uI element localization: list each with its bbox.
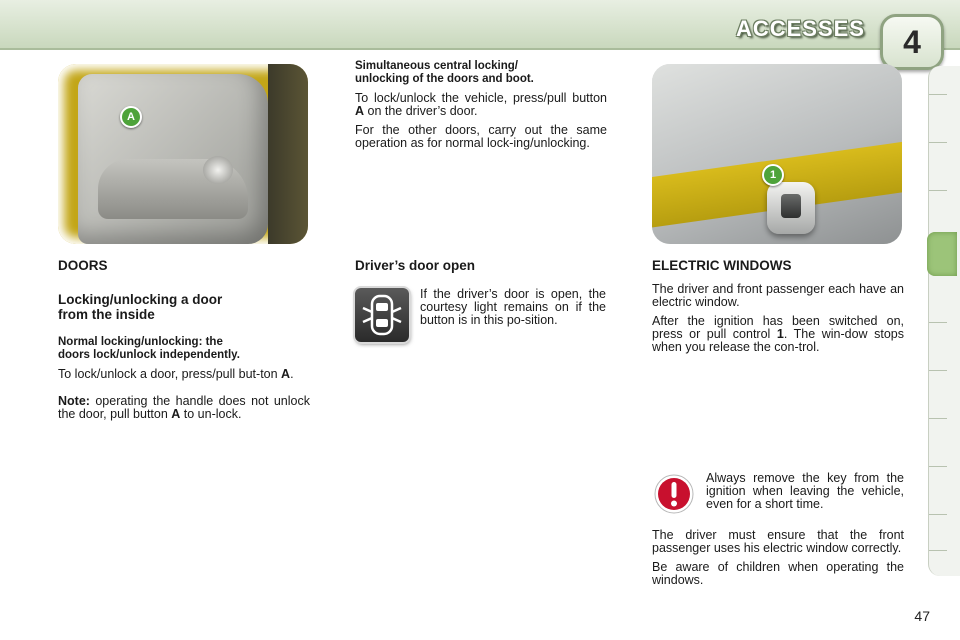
normal-locking-line2: doors lock/unlock independently. (58, 349, 240, 361)
electric-windows-heading: ELECTRIC WINDOWS (652, 258, 792, 273)
tab-divider (929, 94, 947, 95)
safety-notes (652, 529, 904, 587)
door-open-text: If the driver’s door is open, the courtesy light remains on if the button is in this po-sition. (420, 287, 606, 327)
note-paragraph (58, 395, 310, 421)
note-label: Note: (58, 394, 90, 408)
warning-block (706, 472, 904, 511)
door-open-heading: Driver’s door open (355, 258, 476, 273)
tab-divider (929, 190, 947, 191)
button-ref: A (355, 104, 365, 118)
note-text: operating the handle does not unlock the door, pull button (58, 394, 310, 421)
lock-instruction-text: To lock/unlock a door, press/pull but-ton (58, 367, 282, 381)
lock-instruction (58, 368, 310, 381)
normal-locking-heading (58, 336, 310, 362)
note-end: to un-lock. (180, 407, 242, 421)
page-header (0, 0, 960, 50)
tab-divider (929, 322, 947, 323)
chapter-badge: 4 (880, 14, 944, 70)
marker-a: A (120, 106, 142, 128)
control-ref: 1 (776, 327, 784, 341)
chapter-tabs (928, 66, 960, 576)
door-handle (203, 156, 233, 184)
tab-divider (929, 370, 947, 371)
door-open-text-block (420, 288, 606, 327)
other-doors-paragraph: For the other doors, carry out the same operation as for normal lock-ing/unlocking. (355, 123, 607, 150)
locking-heading (58, 292, 310, 322)
tab-divider (929, 142, 947, 143)
tab-divider (929, 514, 947, 515)
button-ref: A (171, 407, 181, 421)
locking-heading-line1: Locking/unlocking a door (58, 292, 223, 307)
tab-chapter-4[interactable] (927, 232, 957, 276)
central-lock-text: To lock/unlock the vehicle, press/pull button (355, 91, 607, 105)
doors-section (58, 258, 310, 421)
windows-instruction-end: . The win-dow stops when you release the con-trol. (652, 327, 904, 354)
electric-windows-section (652, 258, 904, 354)
marker-1: 1 (762, 164, 784, 186)
tab-divider (929, 466, 947, 467)
doors-heading: DOORS (58, 258, 108, 273)
door-pillar (268, 64, 308, 244)
passenger-note: The driver must ensure that the front passenger uses his electric window correctly. (652, 528, 904, 555)
central-lock-end: on the driver’s door. (364, 104, 478, 118)
courtesy-light-icon (355, 288, 409, 342)
window-switch-photo (652, 64, 902, 244)
locking-heading-line2: from the inside (58, 307, 155, 322)
central-lock-instruction (355, 92, 607, 118)
normal-locking-line1: Normal locking/unlocking: the (58, 336, 223, 348)
central-locking-heading (355, 60, 607, 86)
windows-intro: The driver and front passenger each have an electric window. (652, 282, 904, 309)
central-locking-line1: Simultaneous central locking/ (355, 60, 518, 72)
central-locking-line2: unlocking of the doors and boot. (355, 73, 534, 85)
door-open-section (355, 258, 607, 273)
lock-instruction-end: . (290, 367, 294, 381)
window-switch-button (781, 194, 801, 218)
children-note: Be aware of children when operating the windows. (652, 560, 904, 587)
exclamation-warning-icon (654, 474, 694, 514)
section-title: ACCESSES (735, 16, 865, 41)
page-number: 47 (914, 608, 930, 624)
central-locking-section (355, 60, 607, 150)
warning-text: Always remove the key from the ignition when leaving the vehicle, even for a short time. (706, 471, 904, 511)
windows-instruction (652, 315, 904, 354)
door-interior-photo (58, 64, 308, 244)
windows-instruction-text: After the ignition has been switched on, press or pull control (652, 314, 904, 341)
window-switch (767, 182, 815, 234)
tab-divider (929, 550, 947, 551)
tab-divider (929, 418, 947, 419)
button-ref: A (281, 367, 291, 381)
